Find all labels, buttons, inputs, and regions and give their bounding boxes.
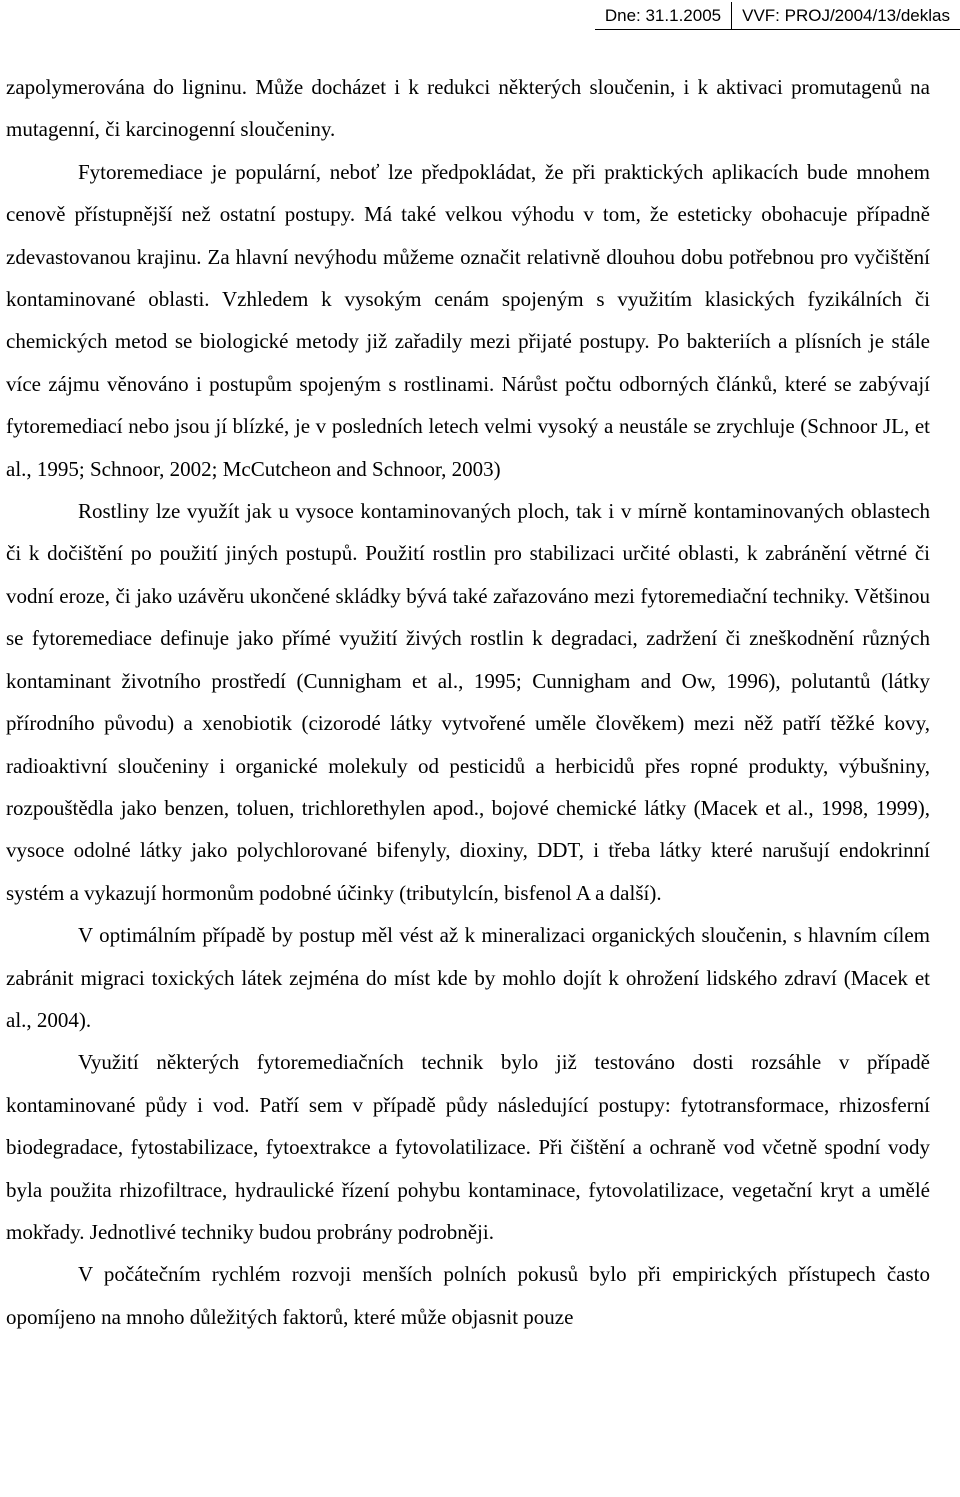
document-header xyxy=(595,2,960,30)
header-date: Dne: 31.1.2005 xyxy=(604,6,722,25)
paragraph: Rostliny lze využít jak u vysoce kontaminovaných ploch, tak i v mírně kontaminovaných oblastech či k dočištění po použití jiných postupů. Použití rostlin pro stabilizaci určité oblasti, k zabránění větrné či vodní eroze, či jako uzávěru ukončené skládky bývá také zařazováno mezi fytoremediační techniky. Většinou se fytoremediace definuje jako přímé využití živých rostlin k degradaci, zadržení či zneškodnění různých kontaminant životního prostředí (Cunnigham et al., 1995; Cunnigham and Ow, 1996), polutantů (látky přírodního původu) a xenobiotik (cizorodé látky vytvořené uměle člověkem) mezi něž patří těžké kovy, radioaktivní sloučeniny i organické molekuly od pesticidů a herbicidů přes ropné produkty, výbušniny, rozpouštědla jako benzen, toluen, trichlorethylen apod., bojové chemické látky (Macek et al., 1998, 1999), vysoce odolné látky jako polychlorované bifenyly, dioxiny, DDT, i třeba látky které narušují endokrinní systém a vykazují hormonům podobné účinky (tributylcín, bisfenol A a další). xyxy=(6,499,930,905)
paragraph: Využití některých fytoremediačních technik bylo již testováno dosti rozsáhle v případě kontaminované půdy i vod. Patří sem v případě půdy následující postupy: fytotransformace, rhizosferní biodegradace, fytostabilizace, fytoextrakce a fytovolatilizace. Při čištění a ochraně vod včetně spodní vody byla použita rhizofiltrace, hydraulické řízení pohybu kontaminace, fytovolatilizace, vegetační kryt a umělé mokřady. Jednotlivé techniky budou probrány podrobněji. xyxy=(6,1050,930,1244)
document-body xyxy=(6,66,930,1338)
header-project-code: VVF: PROJ/2004/13/deklas xyxy=(731,2,960,29)
paragraph: Fytoremediace je populární, neboť lze předpokládat, že při praktických aplikacích bude mnohem cenově přístupnější než ostatní postupy. Má také velkou výhodu v tom, že esteticky obohacuje případně zdevastovanou krajinu. Za hlavní nevýhodu můžeme označit relativně dlouhou dobu potřebnou pro vyčištění kontaminované oblasti. Vzhledem k vysokým cenám spojeným s využitím klasických fyzikálních či chemických metod se biologické metody již zařadily mezi přijaté postupy. Po bakteriích a plísních je stále více zájmu věnováno i postupům spojeným s rostlinami. Nárůst počtu odborných článků, které se zabývají fytoremediací nebo jsou jí blízké, je v posledních letech velmi vysoký a neustále se zrychluje (Schnoor JL, et al., 1995; Schnoor, 2002; McCutcheon and Schnoor, 2003) xyxy=(6,159,930,481)
paragraph: V optimálním případě by postup měl vést až k mineralizaci organických sloučenin, s hlavním cílem zabránit migraci toxických látek zejména do míst kde by mohlo dojít k ohrožení lidského zdraví (Macek et al., 2004). xyxy=(6,923,930,1032)
paragraph: zapolymerována do ligninu. Může docházet i k redukci některých sloučenin, i k aktivaci promutagenů na mutagenní, či karcinogenní sloučeniny. xyxy=(6,75,930,142)
paragraph: V počátečním rychlém rozvoji menších polních pokusů bylo při empirických přístupech často opomíjeno na mnoho důležitých faktorů, které může objasnit pouze xyxy=(6,1262,930,1329)
